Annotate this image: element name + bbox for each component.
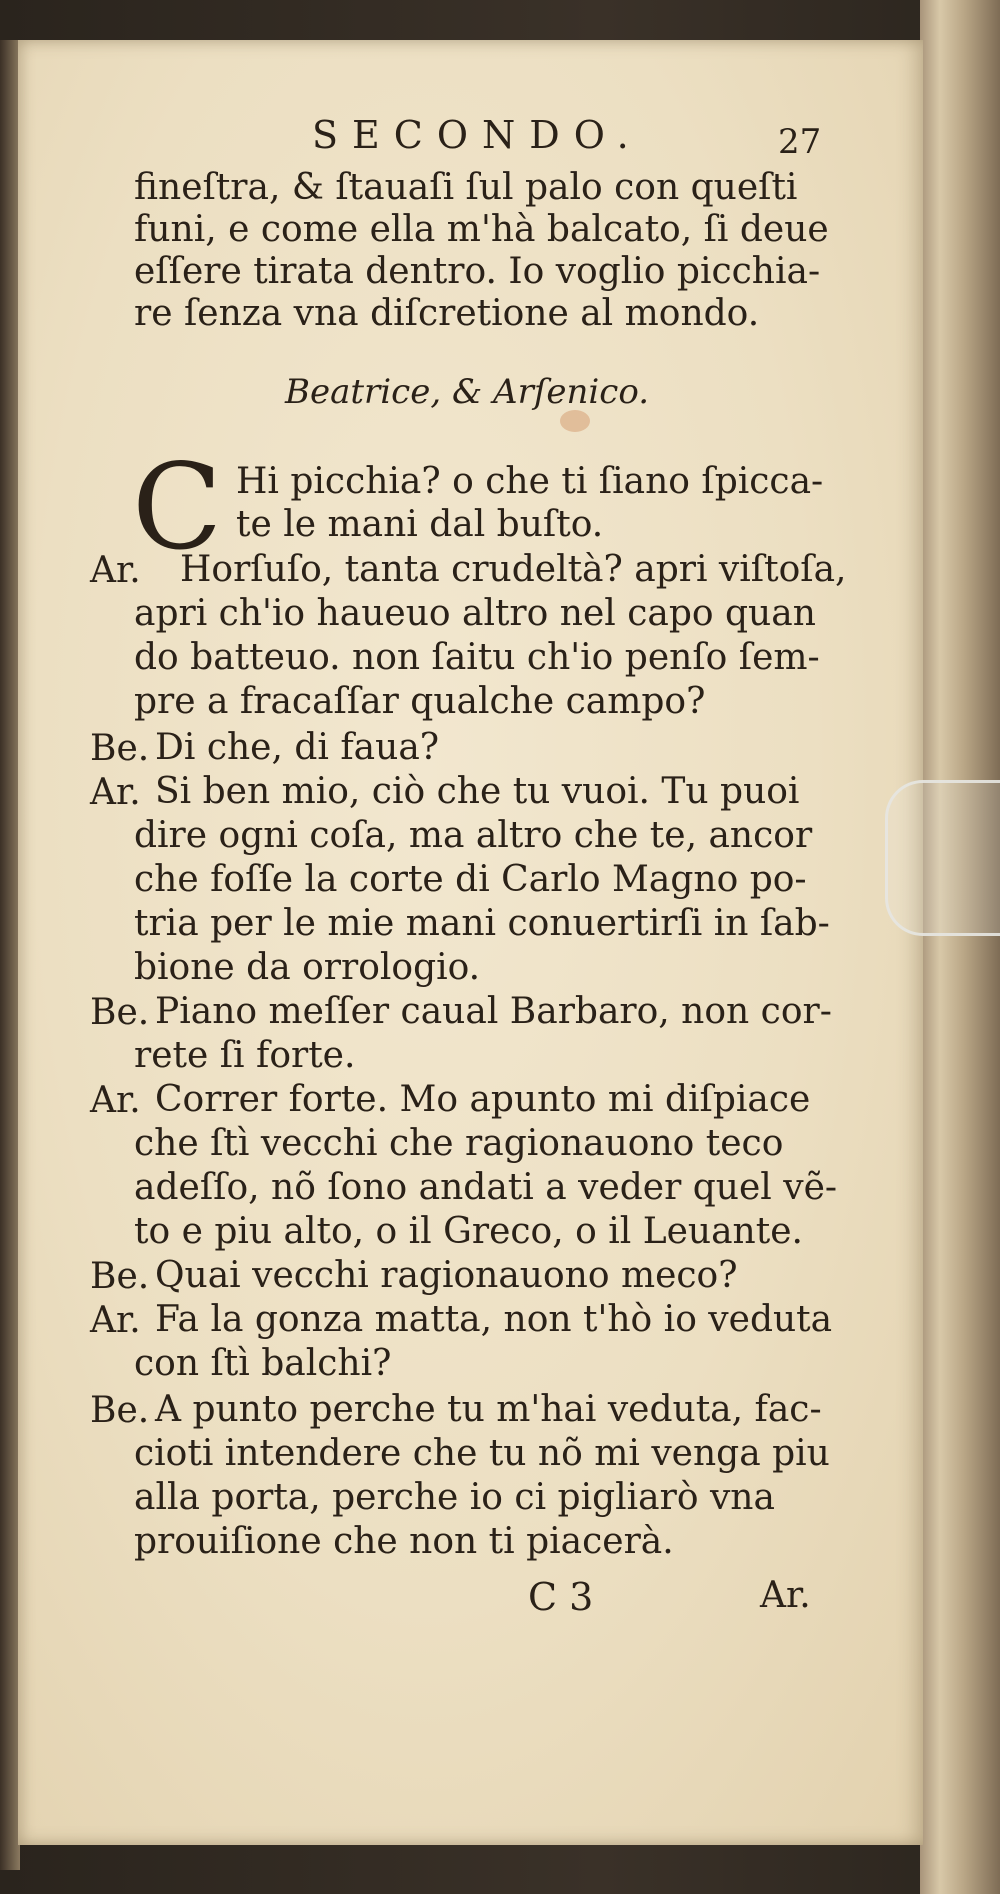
running-head: SECONDO. bbox=[312, 113, 643, 157]
speaker-label: Ar. bbox=[90, 1300, 141, 1341]
text-line: che foſſe la corte di Carlo Magno po- bbox=[134, 859, 807, 900]
text-line: adeſſo, nõ ſono andati a veder quel vẽ- bbox=[134, 1167, 838, 1208]
text-line: Correr forte. Mo apunto mi diſpiace bbox=[155, 1079, 811, 1120]
page-number: 27 bbox=[778, 122, 822, 162]
text-line: Hi picchia? o che ti ſiano ſpicca- bbox=[236, 461, 824, 502]
text-line: eſſere tirata dentro. Io voglio picchia- bbox=[134, 251, 821, 292]
text-line: tria per le mie mani conuertirſi in ſab- bbox=[134, 903, 830, 944]
text-line: A punto perche tu m'hai veduta, fac- bbox=[155, 1389, 822, 1430]
text-line: bione da orrologio. bbox=[134, 947, 481, 988]
left-page-edge bbox=[0, 40, 20, 1870]
text-line: Quai vecchi ragionauono meco? bbox=[155, 1255, 738, 1296]
text-line: che ſtì vecchi che ragionauono teco bbox=[134, 1123, 784, 1164]
speaker-label: Be. bbox=[90, 1256, 150, 1297]
drop-cap: C bbox=[132, 438, 223, 576]
book-fore-edge bbox=[920, 0, 1000, 1894]
text-line: prouiſione che non ti piacerà. bbox=[134, 1521, 674, 1562]
text-line: fineſtra, & ſtauaſi ſul palo con queſti bbox=[134, 167, 798, 208]
page-clip bbox=[885, 780, 1000, 936]
text-line: to e piu alto, o il Greco, o il Leuante. bbox=[134, 1211, 803, 1252]
text-line: apri ch'io haueuo altro nel capo quan bbox=[134, 593, 816, 634]
text-line: Fa la gonza matta, non t'hò io veduta bbox=[155, 1299, 833, 1340]
text-line: do batteuo. non ſaitu ch'io penſo ſem- bbox=[134, 637, 820, 678]
speaker-label: Ar. bbox=[90, 772, 141, 813]
scene-heading: Beatrice, & Arſenico. bbox=[285, 372, 650, 412]
text-line: dire ogni coſa, ma altro che te, ancor bbox=[134, 815, 813, 856]
paper-stain bbox=[560, 410, 590, 432]
text-line: Piano meſſer caual Barbaro, non cor- bbox=[155, 991, 832, 1032]
text-line: Di che, di faua? bbox=[155, 727, 440, 768]
text-line: Si ben mio, ciò che tu vuoi. Tu puoi bbox=[155, 771, 800, 812]
text-line: rete ſi forte. bbox=[134, 1035, 356, 1076]
text-line: con ſtì balchi? bbox=[134, 1343, 392, 1384]
text-line: Horſuſo, tanta crudeltà? apri viſtoſa, bbox=[180, 549, 847, 590]
speaker-label: Be. bbox=[90, 728, 150, 769]
signature-mark: C 3 bbox=[528, 1575, 594, 1619]
text-line: pre a fracaſſar qualche campo? bbox=[134, 681, 706, 722]
text-line: funi, e come ella m'hà balcato, ſi deue bbox=[134, 209, 829, 250]
speaker-label: Be. bbox=[90, 1390, 150, 1431]
text-line: cioti intendere che tu nõ mi venga piu bbox=[134, 1433, 830, 1474]
text-line: te le mani dal buſto. bbox=[236, 504, 604, 545]
catchword: Ar. bbox=[760, 1575, 811, 1616]
speaker-label: Be. bbox=[90, 992, 150, 1033]
text-line: alla porta, perche io ci pigliarò vna bbox=[134, 1477, 775, 1518]
speaker-label: Ar. bbox=[90, 550, 141, 591]
speaker-label: Ar. bbox=[90, 1080, 141, 1121]
text-line: re ſenza vna diſcretione al mondo. bbox=[134, 293, 760, 334]
